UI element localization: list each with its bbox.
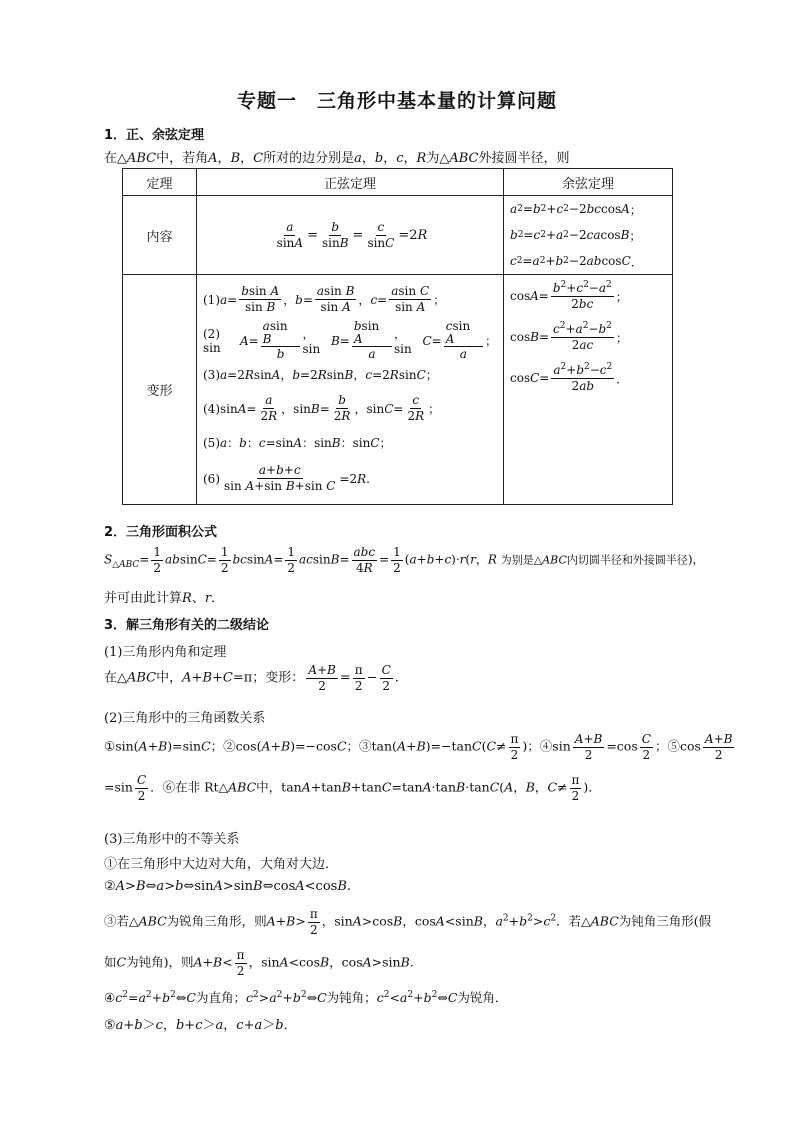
ineq-1: ①在三角形中大边对大角，大角对大边． [104,857,339,872]
ineq-3a: ③若△ABC为锐角三角形，则A+B> $\frac{\pi}{2}$ ，sinA>cosB，cosA<sinB，$a^2+b^2>c^2$．若△ABC为钝角三角形(假 [104,907,712,937]
page-title: 专题一 三角形中基本量的计算问题 [236,90,557,112]
sub1-body: 在△ABC中，A+B+C=π；变形： $\frac{A+B}{2}$ = $\frac{\pi}{2}$ − $\frac{C}{2}$ . [104,663,399,693]
sine-law-variants: (1) a = $\frac{\text{bsin A}}{\text{sin B}}$ ， b = $\frac{\text{asin B}}{\text{sin A}}$ ， c = $\frac{\text{asin C}}{\text{sin A}}$ ； (2) sin A = $\frac{\text{asin B}}{b}$ ，sin B = $\frac{\text{bsin A}}{a}$ ，sin C = $\frac{\text{csin A}}{a}$ ； (3) a =2 R sin A ， b =2 R sin B ， c =2 R sin C ； (4)sin A = $\frac{a}{2R}$ ，sin B = $\frac{b}{2R}$ ，sin C = $\frac{c}{2R}$ ； (5) a ： b ： c =sin A ：sin B ：sin C ； (6) $\frac{a+b+c}{\text{sin A+sin B+sin C}}$ =2 R . [197,275,504,505]
row-label-content: 内容 [123,196,197,275]
cosine-law-content: a 2 = b 2 + c 2 −2 bc cos A ； b 2 = c 2 + a 2 −2 ca cos B ； c 2 = a 2 + b 2 −2 ab cos C ． [504,196,673,275]
sub2-line1: ①sin(A+B)=sinC；②cos(A+B)=−cosC；③tan(A+B)=−tanC(C≠ $\frac{\pi}{2}$ )；④sin $\frac{A+B}{2}$ =cos $\frac{C}{2}$ ；⑤cos $\frac{A+B}{2}$ [104,732,733,762]
ineq-3b: 如C为钝角)，则A+B< $\frac{\pi}{2}$ ，sinA<cosB，cosA>sinB. [104,948,414,978]
table-header-row [123,169,673,196]
ineq-5: ⑤a+b＞c，b+c＞a，c+a＞b． [104,1018,297,1033]
sub2-heading: (2)三角形中的三角函数关系 [104,711,266,726]
section1-intro: 在△ABC中，若角A，B，C所对的边分别是a，b，c，R为△ABC外接圆半径，则 [104,151,570,166]
law-table [122,168,673,505]
header-sine: 正弦定理 [197,169,504,196]
header-theorem: 定理 [123,169,197,196]
ineq-4: $④c^2=a^2+b^2\Leftrightarrow C$为直角；$c^2>a^2+b^2\Leftrightarrow C$为钝角；$c^2<a^2+b^2\Leftrightarrow C$为锐角． [104,989,508,1005]
row-label-variants: 变形 [123,275,197,505]
section3-heading: 3．解三角形有关的二级结论 [104,618,270,633]
sub2-line2: =sin $\frac{C}{2}$ ．⑥在非 Rt△ABC中，tanA+tanB+tanC=tanA·tanB·tanC(A，B，C≠ $\frac{\pi}{2}$ )． [104,773,601,803]
section1-heading: 1．正、余弦定理 [104,128,205,143]
area-formula: $S_{\triangle ABC}=$ $\frac{1}{2}$ absinC= $\frac{1}{2}$ bcsinA= $\frac{1}{2}$ acsinB= $\frac{\text{abc}}{4R}$ = $\frac{1}{2}$ (a+b+c)·r(r，R 为别是△ABC内切圆半径和外接圆半径)， [104,545,705,575]
area-note: 并可由此计算R、r． [104,591,225,606]
table-row-variants [123,275,673,505]
sine-law-content: $\frac{a}{\sin A}$ = $\frac{b}{\sin B}$ = $\frac{c}{\sin C}$ =2 R [197,196,504,275]
sub1-heading: (1)三角形内角和定理 [104,645,227,660]
sub3-heading: (3)三角形中的不等关系 [104,832,240,847]
cosine-law-variants: cos A = $\frac{b^2+c^2-a^2}{2bc}$ ； cos B = $\frac{c^2+a^2-b^2}{2ac}$ ； cos C = $\frac{a^2+b^2-c^2}{2ab}$ ． [504,275,673,505]
table-row-content [123,196,673,275]
ineq-2: ②A>B⇔a>b⇔sinA>sinB⇔cosA<cosB. [104,879,352,894]
header-cosine: 余弦定理 [504,169,673,196]
section2-heading: 2．三角形面积公式 [104,525,218,540]
